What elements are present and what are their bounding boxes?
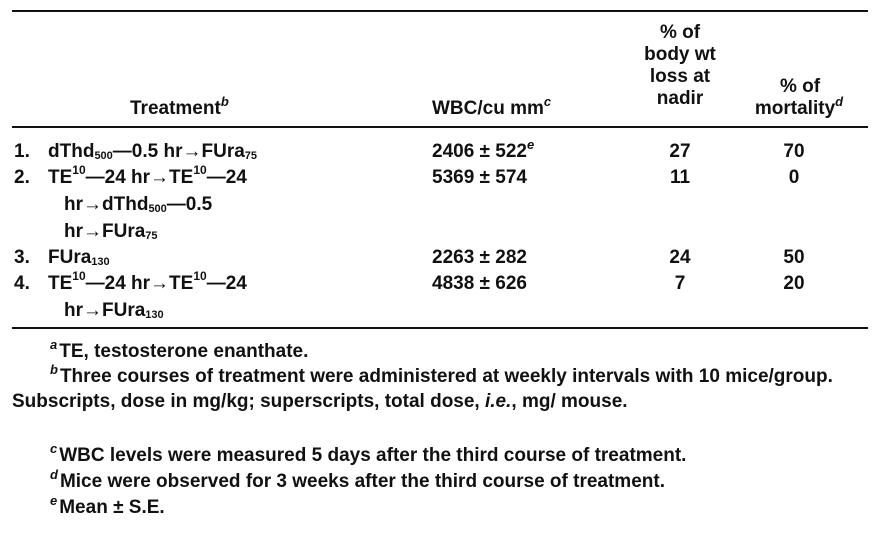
- row-1-treatment: dThd$_{500}$—0.5 hr→FUra$_{75}$: [48, 141, 258, 162]
- row-1-mortality: 70: [783, 141, 805, 162]
- row-1-bodywt: 27: [669, 141, 691, 162]
- row-4-treatment-line-1: TE$^{10}$—24 $hr\to TE^{10}—24$: [48, 269, 247, 294]
- row-2-treatment-line-2: hr→dThd$_{500}$—0.5: [64, 194, 213, 215]
- bottom-rule: [12, 327, 868, 329]
- row-4-number: 4.: [14, 273, 30, 294]
- footnote-a: $^a$ TE, testosterone enanthate.: [50, 337, 309, 362]
- row-4-bodywt: 7: [674, 273, 686, 294]
- row-2-treatment-line-3: hr→FUra$_{75}$: [64, 221, 158, 242]
- header-mortality: % of mortality$^d$: [754, 76, 844, 119]
- row-3-wbc: 2263 ± 282: [432, 247, 527, 268]
- row-2-mortality: 0: [788, 167, 800, 188]
- footnote-d: $^d$ Mice were observed for 3 weeks after the third course of treatment.: [50, 467, 665, 492]
- header-wbc: WBC/cu $mm^c$: [432, 94, 552, 119]
- footnote-c: $^c$ WBC levels were measured 5 days after the third course of treatment.: [50, 441, 687, 466]
- row-2-wbc: 5369 ± 574: [432, 167, 527, 188]
- row-4-mortality: 20: [783, 273, 805, 294]
- row-3-bodywt: 24: [669, 247, 691, 268]
- footnote-e: $^e$ Mean ± S.E.: [50, 493, 165, 518]
- row-3-number: 3.: [14, 247, 30, 268]
- row-1-number: 1.: [14, 141, 30, 162]
- header-treatment: Treatment$^b$: [130, 94, 229, 119]
- row-3-treatment: FUra$_{130}$: [48, 247, 110, 268]
- row-4-treatment-line-2: hr→FUra$_{130}$: [64, 300, 164, 321]
- row-1-wbc: $2406 \pm 522^e$: [432, 137, 535, 162]
- top-rule: [12, 10, 868, 12]
- footnote-b: $^b$ Three courses of treatment were administered at weekly intervals with 10 mice/group. Subscripts, dose in mg/kg; superscripts, total dose, i.e., mg/ mouse.: [12, 362, 833, 412]
- row-4-wbc: 4838 ± 626: [432, 273, 527, 294]
- row-2-treatment-line-1: TE$^{10}$—24 $hr\to TE^{10}—24$: [48, 163, 247, 188]
- header-rule: [12, 126, 868, 128]
- header-bodywt: % of body wt loss at nadir: [644, 22, 716, 109]
- row-3-mortality: 50: [783, 247, 805, 268]
- row-2-bodywt: 11: [669, 167, 691, 188]
- row-2-number: 2.: [14, 167, 30, 188]
